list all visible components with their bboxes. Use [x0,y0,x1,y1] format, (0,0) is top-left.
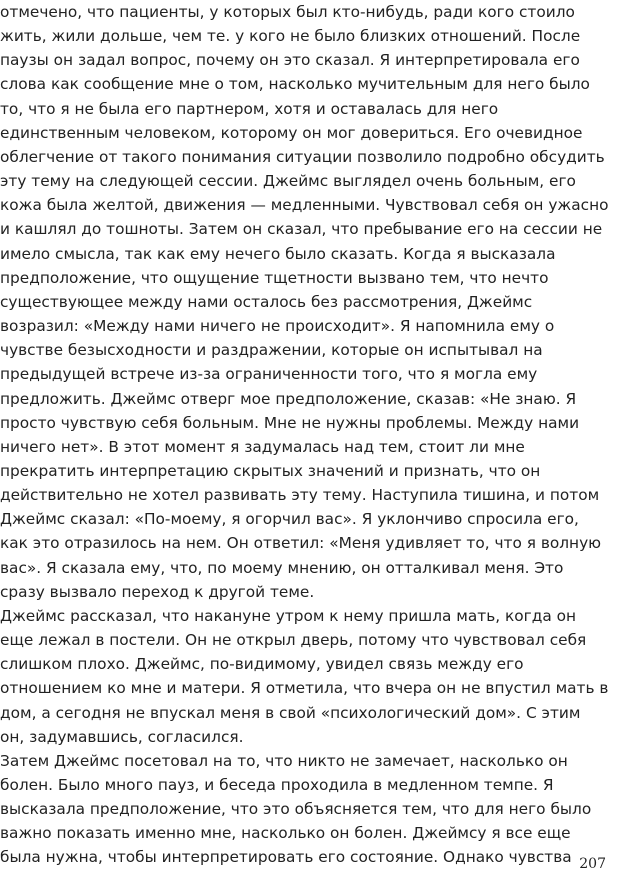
text-line: кожа была желтой, движения — медленными. Чувствовал себя он ужасно [0,196,609,215]
text-line: предыдущей встрече из-за ограниченности того, что я могла ему [0,365,538,384]
text-line: предложить. Джеймс отверг мое предположение, сказав: «Не знаю. Я [0,389,577,408]
text-line: важно показать именно мне, насколько он болен. Джеймсу я все еще [0,824,571,843]
text-line: высказала предположение, что это объясняется тем, что для него было [0,800,592,819]
text-line: существующее между нами осталось без рассмотрения, Джеймс [0,292,533,311]
text-line: он, задумавшись, согласился. [0,727,244,746]
text-line: дом, а сегодня не впускал меня в свой «психологический дом». С этим [0,703,581,722]
text-line: болен. Было много пауз, и беседа проходила в медленном темпе. Я [0,776,554,794]
text-line: и кашлял до тошноты. Затем он сказал, что пребывание его на сессии не [0,220,603,239]
text-line: возразил: «Между нами ничего не происходит». Я напомнила ему о [0,317,555,336]
text-line: Затем Джеймс посетовал на то, что никто не замечает, насколько он [0,751,568,770]
text-line: жить, жили дольше, чем те. у кого не было близких отношений. После [0,27,581,46]
text-line: то, что я не была его партнером, хотя и оставалась для него [0,99,499,118]
text-line: ничего нет». В этот момент я задумалась над тем, стоит ли мне [0,437,525,456]
text-line: отношением ко мне и матери. Я отметила, что вчера он не впустил мать в [0,679,609,698]
text-line: облегчение от такого понимания ситуации позволило подробно обсудить [0,147,605,166]
text-line: еще лежал в постели. Он не открыл дверь, потому что чувствовал себя [0,631,587,650]
text-line: слишком плохо. Джеймс, по-видимому, увидел связь между его [0,655,524,674]
text-line: действительно не хотел развивать эту тему. Наступила тишина, и потом [0,486,600,505]
text-line: вас». Я сказала ему, что, по моему мнению, он отталкивал меня. Это [0,558,564,577]
text-line: отмечено, что пациенты, у которых был кто-нибудь, ради кого стоило [0,3,575,21]
text-line: слова как сообщение мне о том, насколько мучительным для него было [0,75,590,94]
text-line: как это отразилось на нем. Он ответил: «Меня удивляет то, что я волную [0,534,602,553]
text-line: паузы он задал вопрос, почему он это сказал. Я интерпретировала его [0,51,580,70]
text-line: Джеймс рассказал, что накануне утром к нему пришла мать, когда он [0,606,577,625]
text-line: единственным человеком, которому он мог довериться. Его очевидное [0,123,583,142]
text-line: сразу вызвало переход к другой теме. [0,582,315,601]
text-line: имело смысла, так как ему нечего было сказать. Когда я высказала [0,244,556,263]
page-number: 207 [579,856,606,872]
text-line: Джеймс сказал: «По-моему, я огорчил вас». Я уклончиво спросила его, [0,510,579,529]
text-line: прекратить интерпретацию скрытых значений и признать, что он [0,461,541,480]
text-line: просто чувствую себя больным. Мне не нужны проблемы. Между нами [0,413,580,432]
text-line: предположение, что ощущение тщетности вызвано тем, что нечто [0,268,549,287]
text-line: чувстве безысходности и раздражении, которые он испытывал на [0,341,543,360]
text-line: была нужна, чтобы интерпретировать его состояние. Однако чувства [0,848,572,867]
text-line: эту тему на следующей сессии. Джеймс выглядел очень больным, его [0,172,576,191]
